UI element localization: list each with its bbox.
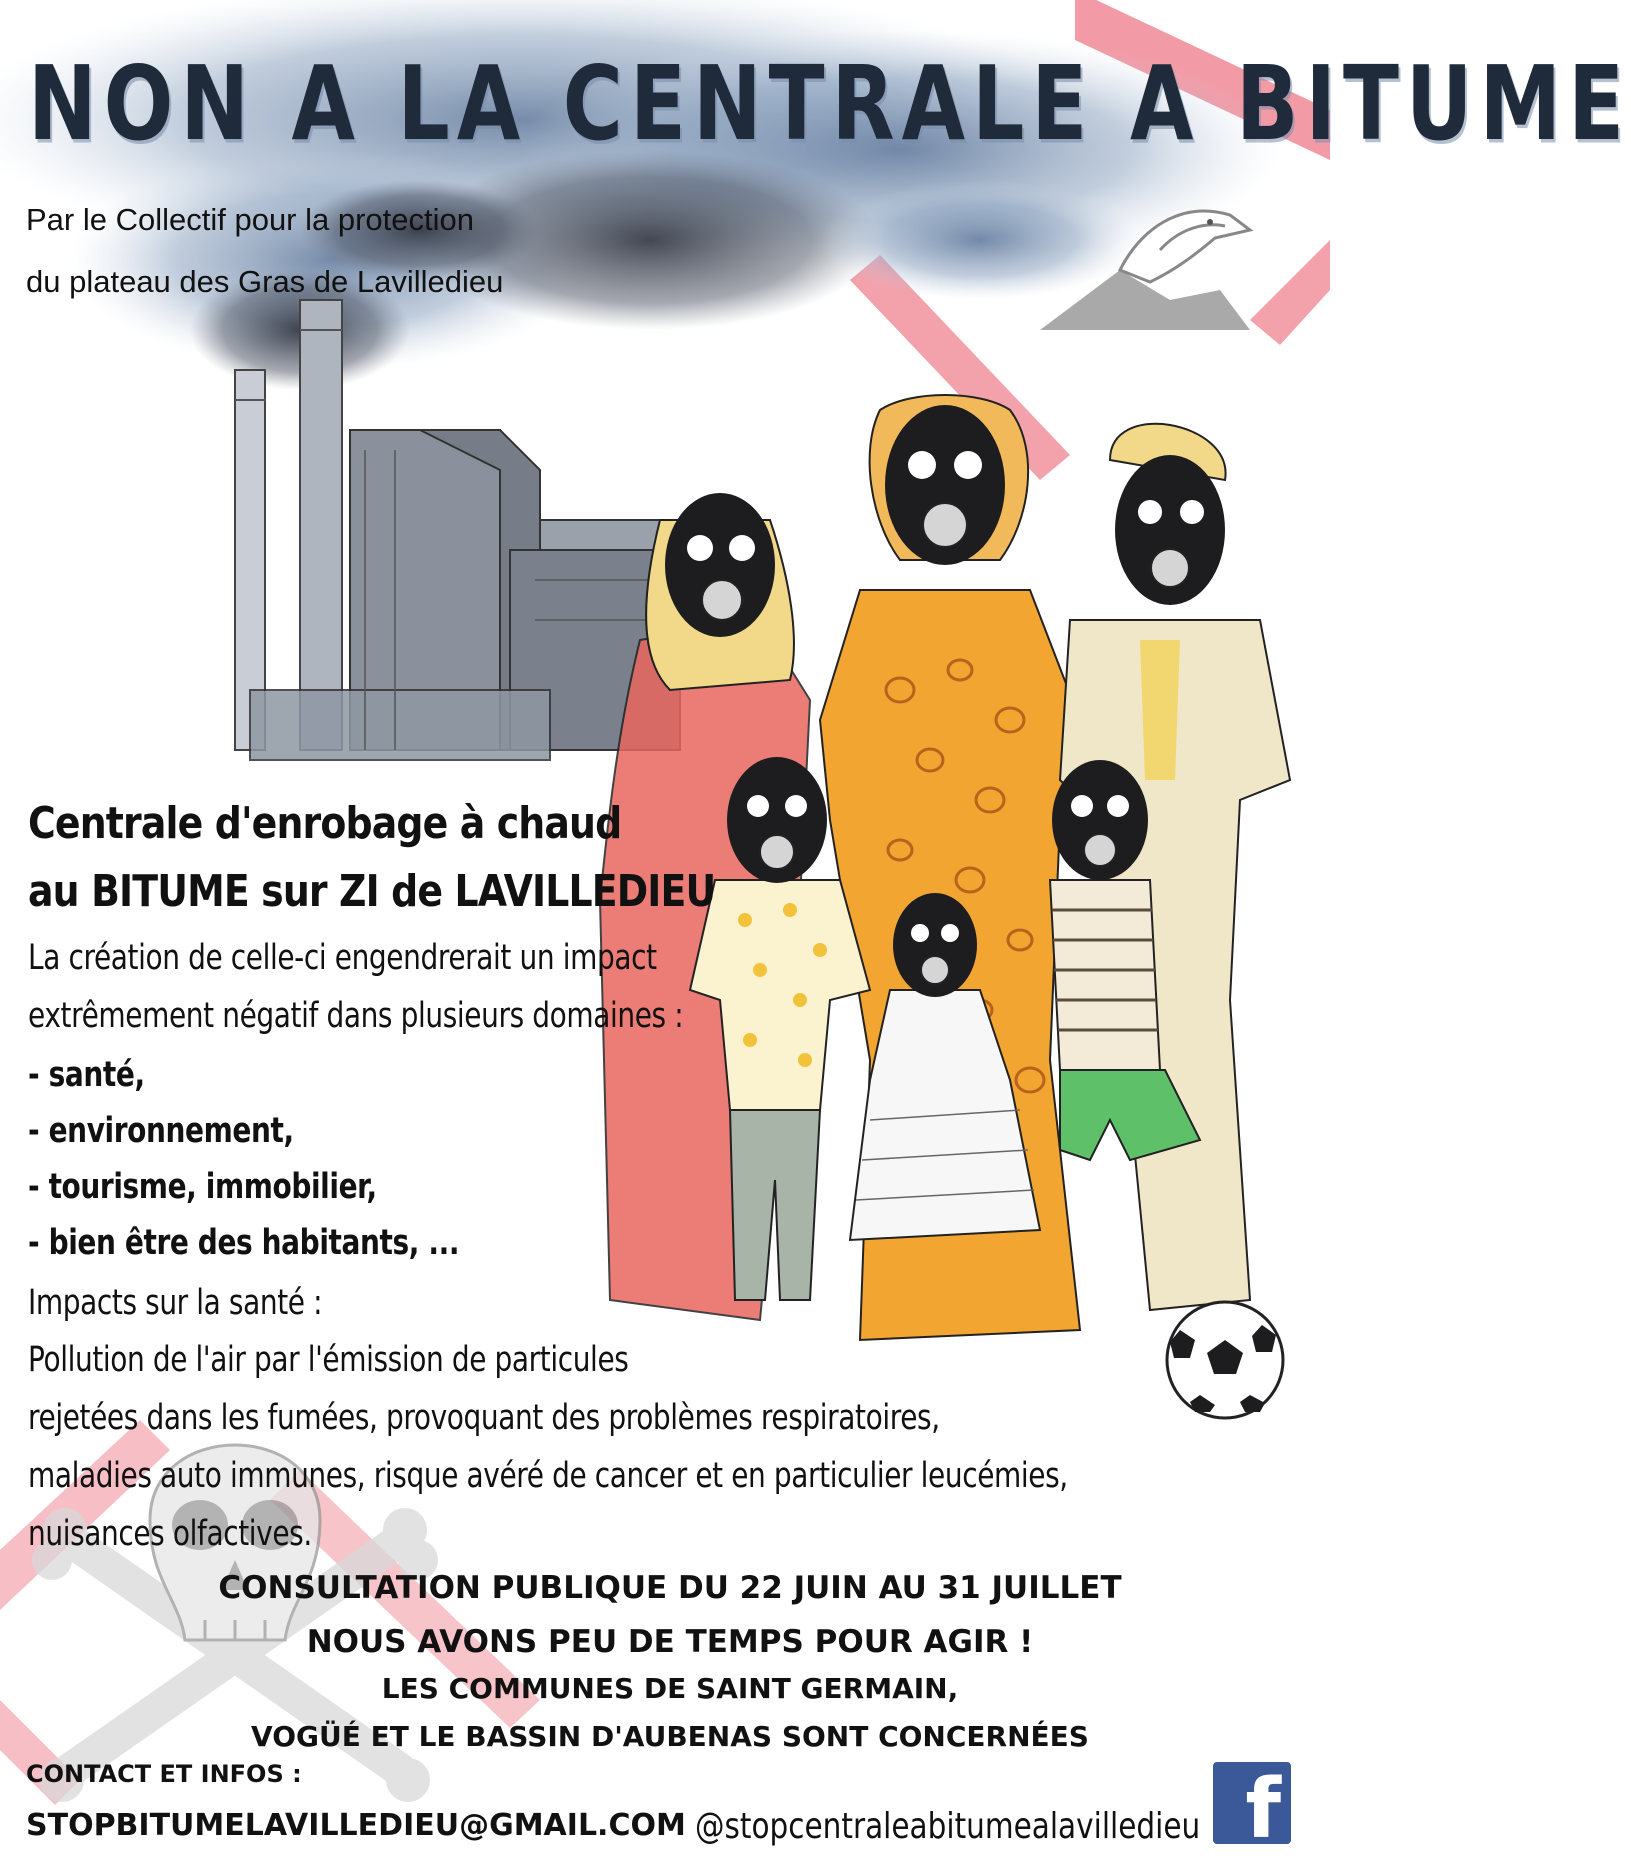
call-to-action: NOUS AVONS PEU DE TEMPS POUR AGIR ! xyxy=(306,1624,1034,1660)
bullet-item: - santé, xyxy=(28,1055,145,1095)
headline-line-2: au BITUME sur ZI de LAVILLEDIEU xyxy=(28,866,716,917)
facebook-icon[interactable] xyxy=(1213,1762,1291,1857)
bullet-item: - tourisme, immobilier, xyxy=(28,1167,377,1207)
headline-line-1: Centrale d'enrobage à chaud xyxy=(28,798,622,849)
communes-line-2: VOGÜÉ ET LE BASSIN D'AUBENAS SONT CONCERNÉES xyxy=(251,1720,1089,1753)
facebook-glyph: f xyxy=(1245,1762,1281,1857)
consultation-dates: CONSULTATION PUBLIQUE DU 22 JUIN AU 31 JUILLET xyxy=(218,1570,1122,1606)
health-line: rejetées dans les fumées, provoquant des problèmes respiratoires, xyxy=(28,1398,940,1438)
bullet-item: - environnement, xyxy=(28,1111,294,1151)
health-line: nuisances olfactives. xyxy=(28,1514,312,1554)
contact-label: CONTACT ET INFOS : xyxy=(26,1760,302,1788)
facebook-handle[interactable]: @stopcentraleabitumealavilledieu xyxy=(695,1806,1201,1847)
health-line: Pollution de l'air par l'émission de particules xyxy=(28,1340,629,1380)
bullet-item: - bien être des habitants, ... xyxy=(28,1223,460,1263)
health-line: maladies auto immunes, risque avéré de cancer et en particulier leucémies, xyxy=(28,1456,1068,1496)
contact-email[interactable]: STOPBITUMELAVILLEDIEU@GMAIL.COM xyxy=(26,1808,686,1843)
poster-title: NON A LA CENTRALE A BITUME xyxy=(28,45,1631,164)
intro-line-1: La création de celle-ci engendrerait un impact xyxy=(28,938,657,978)
factory xyxy=(235,300,680,760)
communes-line-1: LES COMMUNES DE SAINT GERMAIN, xyxy=(381,1672,959,1705)
intro-line-2: extrêmement négatif dans plusieurs domaines : xyxy=(28,996,684,1036)
byline-line-2: du plateau des Gras de Lavilledieu xyxy=(26,264,504,299)
byline-line-1: Par le Collectif pour la protection xyxy=(26,202,475,237)
soccer-ball-icon xyxy=(1167,1302,1283,1418)
health-title: Impacts sur la santé : xyxy=(28,1283,323,1323)
